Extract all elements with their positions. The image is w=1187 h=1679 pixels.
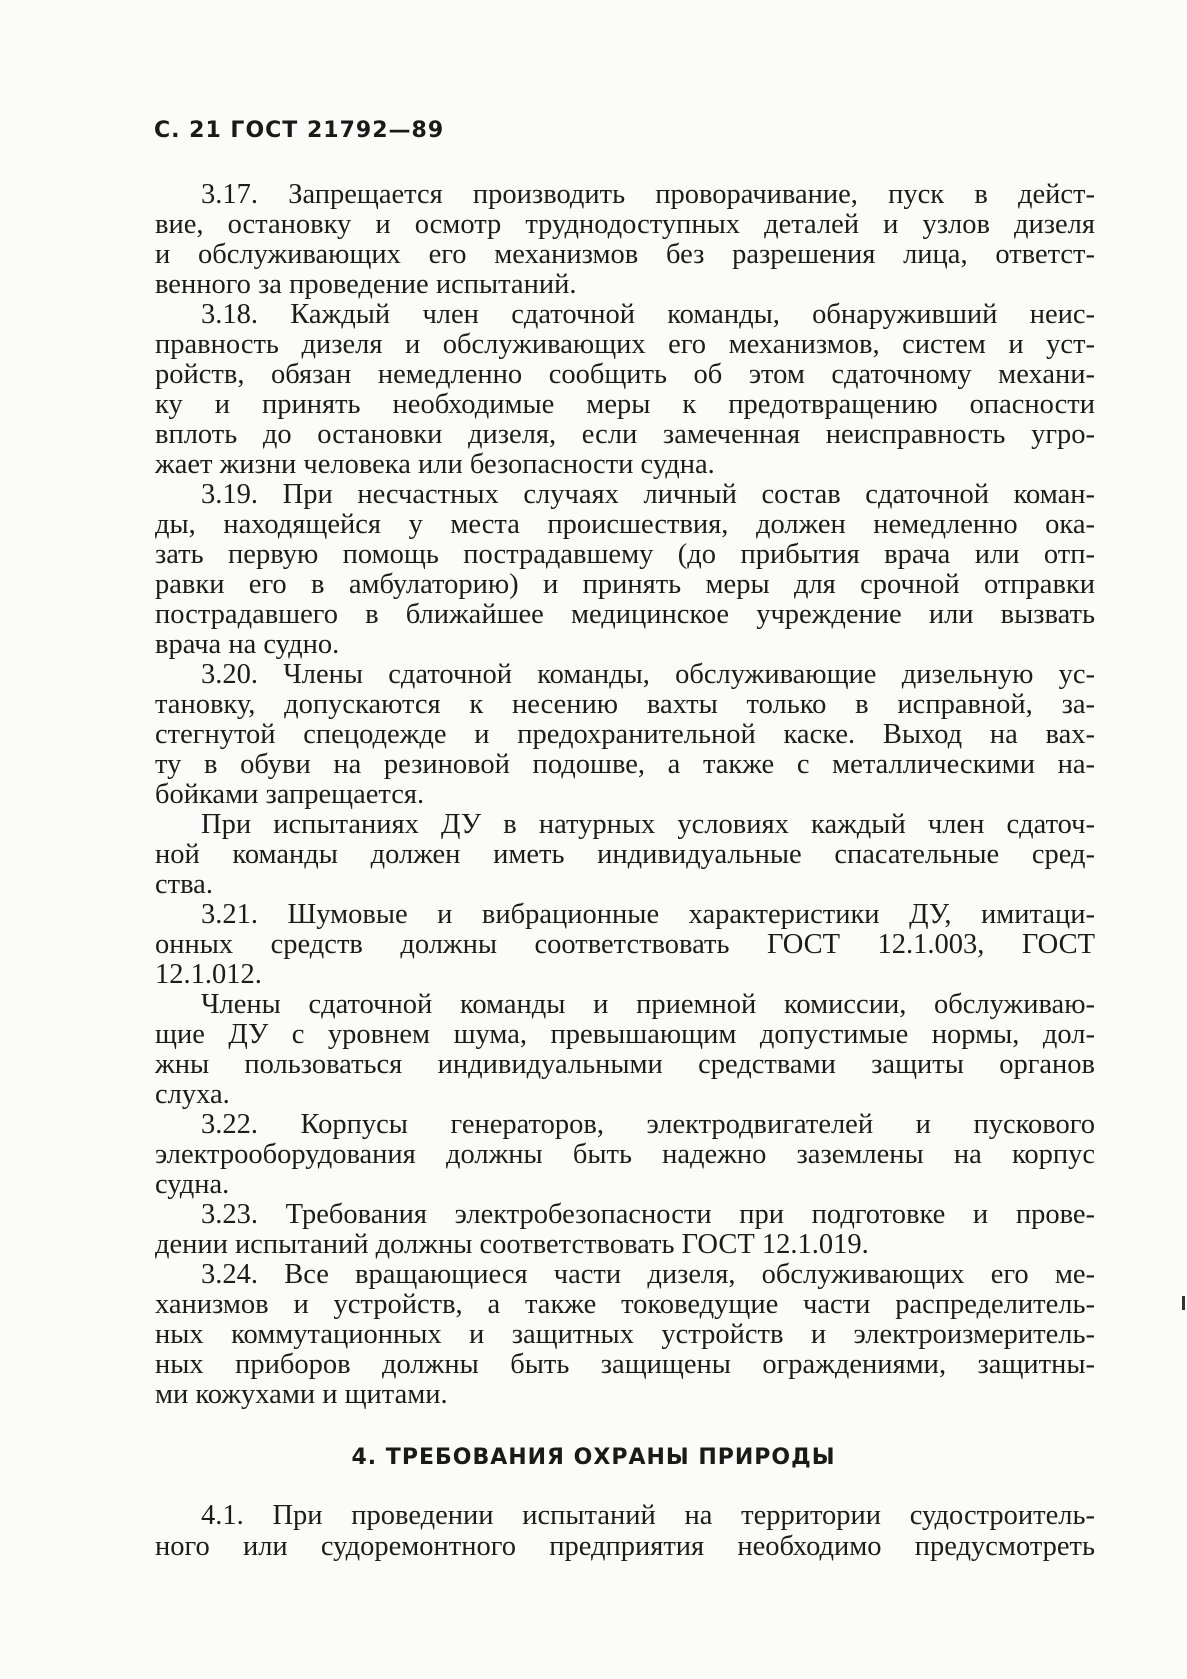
- text-line: 3.18. Каждый член сдаточной команды, обнаруживший неис-: [201, 299, 1095, 330]
- text-line: ных приборов должны быть защищены ограждениями, защитны-: [155, 1349, 1095, 1380]
- scan-speck: [1182, 1296, 1185, 1310]
- section-heading: 4. ТРЕБОВАНИЯ ОХРАНЫ ПРИРОДЫ: [351, 1445, 836, 1470]
- text-line: 12.1.012.: [155, 959, 262, 990]
- body-text: [155, 180, 1095, 1410]
- text-line: венного за проведение испытаний.: [155, 269, 577, 300]
- text-line: 3.22. Корпусы генераторов, электродвигателей и пускового: [201, 1109, 1095, 1140]
- text-line: При испытаниях ДУ в натурных условиях каждый член сдаточ-: [201, 809, 1095, 840]
- text-line: 3.17. Запрещается производить проворачивание, пуск в дейст-: [201, 179, 1095, 210]
- paragraph-3-21: [155, 900, 1095, 990]
- paragraph-3-23: [155, 1200, 1095, 1260]
- page-header: С. 21 ГОСТ 21792—89: [154, 118, 445, 143]
- text-line: 4.1. При проведении испытаний на территории судостроитель-: [201, 1500, 1095, 1531]
- text-line: бойками запрещается.: [155, 779, 425, 810]
- text-line: электрооборудования должны быть надежно заземлены на корпус: [155, 1139, 1095, 1170]
- text-line: зать первую помощь пострадавшему (до прибытия врача или отп-: [155, 539, 1095, 570]
- text-line: судна.: [155, 1169, 230, 1200]
- text-line: и обслуживающих его механизмов без разрешения лица, ответст-: [155, 239, 1095, 270]
- text-line: слуха.: [155, 1079, 230, 1110]
- text-line: 3.23. Требования электробезопасности при подготовке и прове-: [201, 1199, 1095, 1230]
- text-line: ства.: [155, 869, 213, 900]
- text-line: врача на судно.: [155, 629, 340, 660]
- text-line: дении испытаний должны соответствовать ГОСТ 12.1.019.: [155, 1229, 869, 1260]
- paragraph-3-20: [155, 660, 1095, 810]
- text-line: ку и принять необходимые меры к предотвращению опасности: [155, 389, 1095, 420]
- text-line: ды, находящейся у места происшествия, должен немедленно ока-: [155, 509, 1095, 540]
- text-line: ной команды должен иметь индивидуальные спасательные сред-: [155, 839, 1095, 870]
- paragraph-3-20-note: [155, 810, 1095, 900]
- paragraph-3-24: [155, 1260, 1095, 1410]
- text-line: вие, остановку и осмотр труднодоступных деталей и узлов дизеля: [155, 209, 1095, 240]
- paragraph-4-1: [155, 1500, 1095, 1562]
- paragraph-3-21-note: [155, 990, 1095, 1110]
- text-line: вплоть до остановки дизеля, если замеченная неисправность угро-: [155, 419, 1095, 450]
- paragraph-3-22: [155, 1110, 1095, 1200]
- text-line: 3.19. При несчастных случаях личный состав сдаточной коман-: [201, 479, 1095, 510]
- paragraph-3-18: [155, 300, 1095, 480]
- text-line: пострадавшего в ближайшее медицинское учреждение или вызвать: [155, 599, 1095, 630]
- text-line: жны пользоваться индивидуальными средствами защиты органов: [155, 1049, 1095, 1080]
- text-line: 3.20. Члены сдаточной команды, обслуживающие дизельную ус-: [201, 659, 1095, 690]
- text-line: стегнутой спецодежде и предохранительной каске. Выход на вах-: [155, 719, 1095, 750]
- text-line: 3.21. Шумовые и вибрационные характеристики ДУ, имитаци-: [201, 899, 1095, 930]
- text-line: ных коммутационных и защитных устройств и электроизмеритель-: [155, 1319, 1095, 1350]
- text-line: 3.24. Все вращающиеся части дизеля, обслуживающих его ме-: [201, 1259, 1095, 1290]
- text-line: ханизмов и устройств, а также токоведущие части распределитель-: [155, 1289, 1095, 1320]
- paragraph-3-17: [155, 180, 1095, 300]
- text-line: Члены сдаточной команды и приемной комиссии, обслуживаю-: [201, 989, 1095, 1020]
- text-line: правность дизеля и обслуживающих его механизмов, систем и уст-: [155, 329, 1095, 360]
- text-line: ного или судоремонтного предприятия необходимо предусмотреть: [155, 1531, 1095, 1562]
- text-line: равки его в амбулаторию) и принять меры для срочной отправки: [155, 569, 1095, 600]
- text-line: онных средств должны соответствовать ГОСТ 12.1.003, ГОСТ: [155, 929, 1095, 960]
- text-line: ройств, обязан немедленно сообщить об этом сдаточному механи-: [155, 359, 1095, 390]
- text-line: тановку, допускаются к несению вахты только в исправной, за-: [155, 689, 1095, 720]
- paragraph-3-19: [155, 480, 1095, 660]
- text-line: ту в обуви на резиновой подошве, а также с металлическими на-: [155, 749, 1095, 780]
- text-line: жает жизни человека или безопасности судна.: [155, 449, 715, 480]
- text-line: щие ДУ с уровнем шума, превышающим допустимые нормы, дол-: [155, 1019, 1095, 1050]
- text-line: ми кожухами и щитами.: [155, 1379, 448, 1410]
